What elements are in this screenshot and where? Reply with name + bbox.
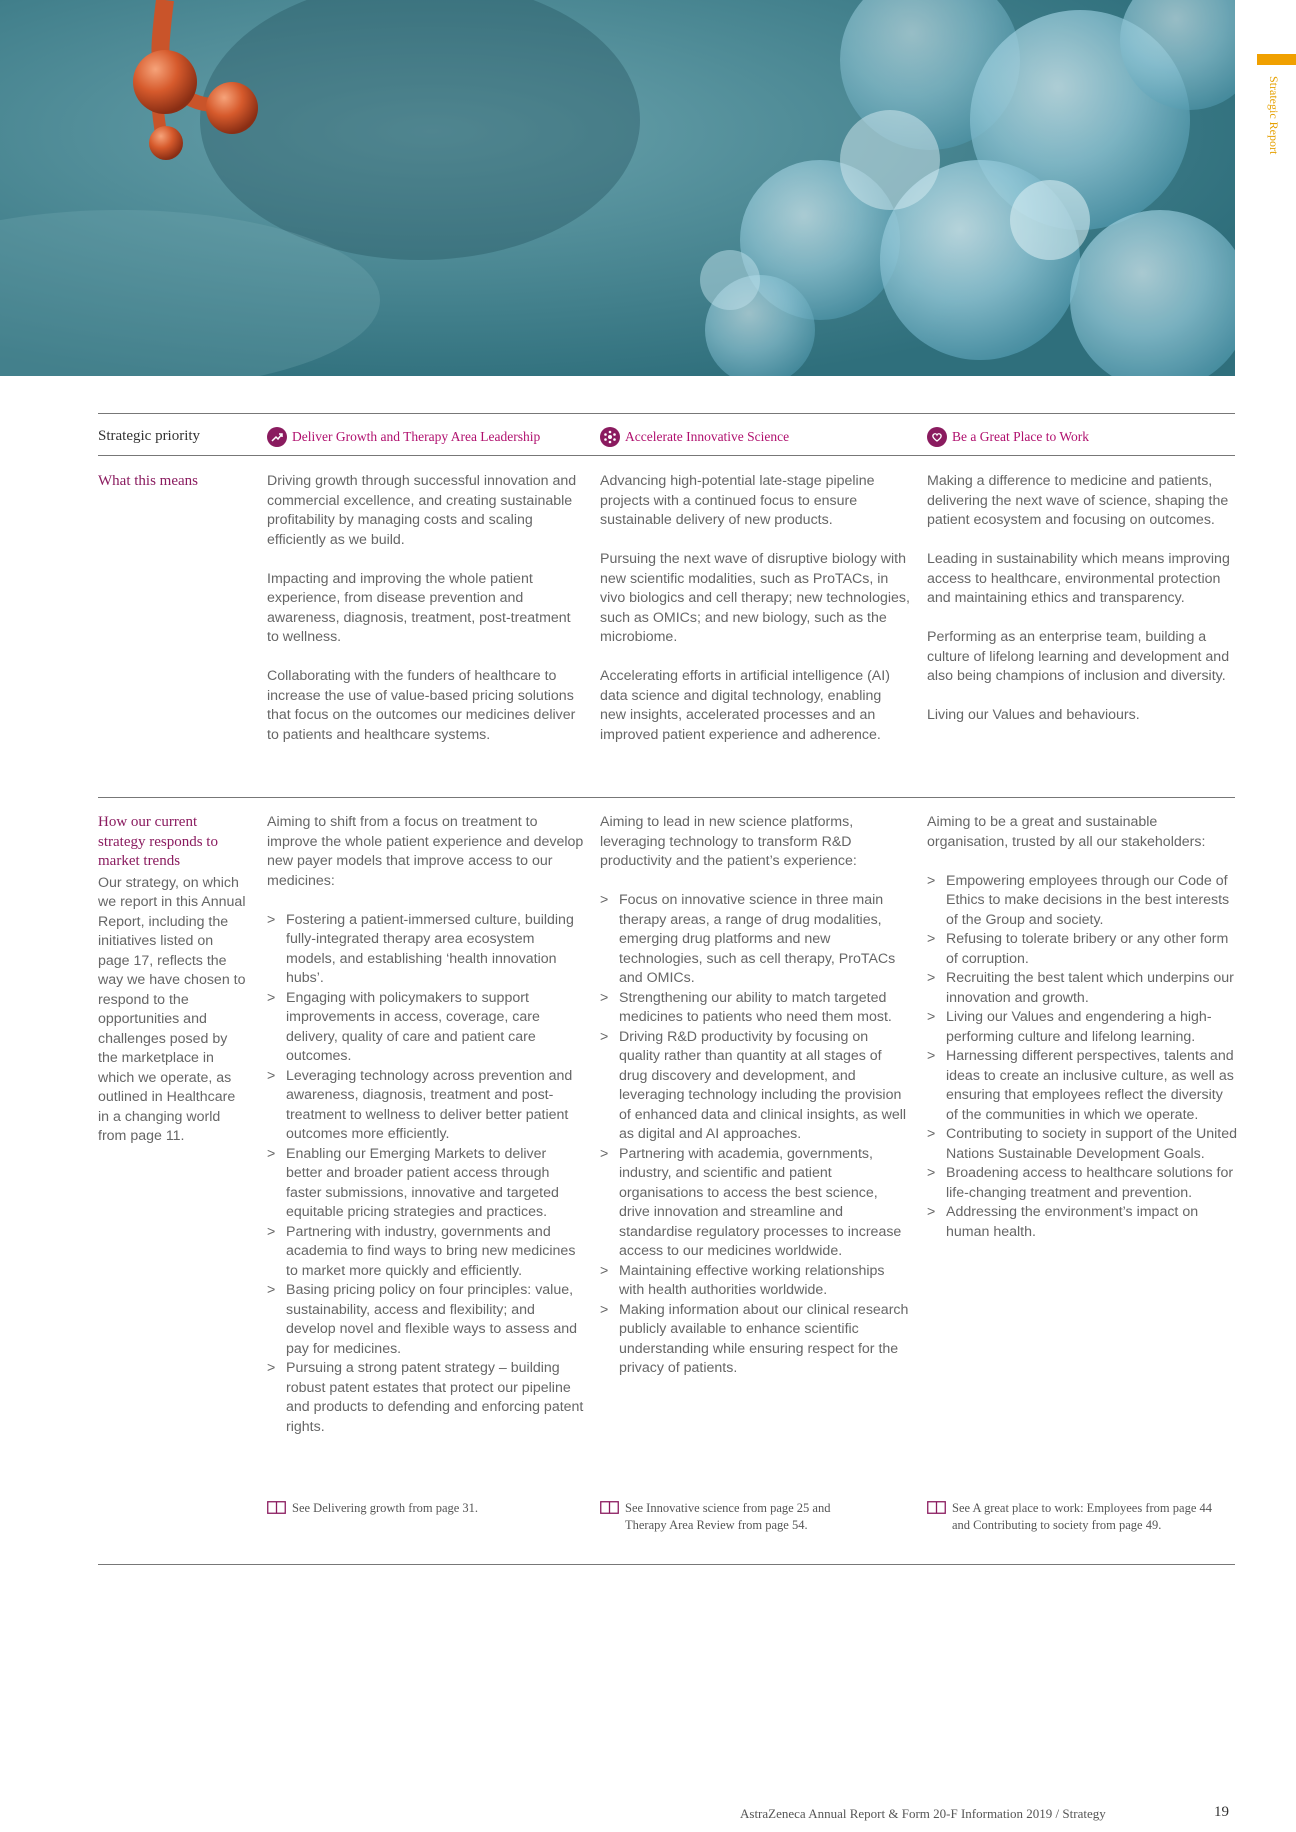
paragraph: Accelerating efforts in artificial intelligence (AI) data science and digital technology, enabling new insights, accelerated processes and an improved patient experience and adherence. — [600, 668, 890, 743]
growth-chart-icon — [267, 427, 287, 447]
priority-science-title: Accelerate Innovative Science — [625, 429, 790, 444]
rule-middle — [98, 797, 1235, 798]
list-item: > Driving R&D productivity by focusing on quality rather than quantity at all stages of drug discovery and development, and leveraging technology including the provision of enhanced data and clinical insights, as well as digital and AI approaches. — [600, 1028, 910, 1145]
list-item: > Making information about our clinical research publicly available to enhance scientific understanding while ensuring respect for the privacy of patients. — [600, 1301, 910, 1379]
book-icon — [267, 1501, 286, 1514]
means-science — [600, 472, 910, 745]
list-item: > Harnessing different perspectives, talents and ideas to create an inclusive culture, as well as ensuring that employees reflect the diversity of the communities in which we operate. — [927, 1047, 1237, 1125]
note-growth[interactable] — [267, 1500, 567, 1517]
paragraph: Making a difference to medicine and patients, delivering the next wave of science, shaping the patient ecosystem and focusing on outcomes. — [927, 473, 1229, 528]
respond-body: Our strategy, on which we report in this Annual Report, including the initiatives listed on page 17, reflects the way we have chosen to respond to the opportunities and challenges posed by the marketplace in which we operate, as outlined in Healthcare in a changing world from page 11. — [98, 874, 246, 1144]
paragraph: Impacting and improving the whole patient experience, from disease prevention and awareness, diagnosis, treatment, post-treatment to wellness. — [267, 570, 571, 645]
paragraph: Leading in sustainability which means improving access to healthcare, environmental protection and maintaining ethics and transparency. — [927, 551, 1230, 606]
note-text: See Delivering growth from page 31. — [292, 1501, 479, 1515]
book-icon — [927, 1501, 946, 1514]
molecule-icon — [600, 427, 620, 447]
paragraph: Performing as an enterprise team, building a culture of lifelong learning and development and also being champions of inclusion and diversity. — [927, 629, 1230, 684]
list-item: > Maintaining effective working relationships with health authorities worldwide. — [600, 1262, 910, 1301]
list-item: > Addressing the environment’s impact on human health. — [927, 1203, 1237, 1242]
list-item: > Empowering employees through our Code of Ethics to make decisions in the best interests of the Group and society. — [927, 872, 1237, 931]
priority-workplace-title: Be a Great Place to Work — [952, 429, 1089, 444]
note-text: See A great place to work: Employees from page 44 and Contributing to society from page 49. — [952, 1501, 1212, 1532]
section-marker — [1257, 54, 1296, 65]
what-this-means-label: What this means — [98, 473, 198, 489]
bullet-list — [267, 911, 585, 1438]
priority-growth-title: Deliver Growth and Therapy Area Leadership — [292, 429, 541, 444]
respond-label-block — [98, 813, 248, 1147]
list-item: > Fostering a patient-immersed culture, building fully-integrated therapy area ecosystem models, and establishing ‘health innovation hubs’. — [267, 911, 585, 989]
book-icon — [600, 1501, 619, 1514]
list-item: > Living our Values and engendering a high-performing culture and lifelong learning. — [927, 1008, 1237, 1047]
rule-header — [98, 455, 1235, 456]
respond-growth — [267, 813, 585, 1437]
note-workplace[interactable] — [927, 1500, 1227, 1534]
paragraph: Driving growth through successful innovation and commercial excellence, and creating sustainable profitability by managing costs and scaling efficiently as we build. — [267, 473, 577, 548]
list-item: > Strengthening our ability to match targeted medicines to patients who need them most. — [600, 989, 910, 1028]
list-item: > Broadening access to healthcare solutions for life-changing treatment and prevention. — [927, 1164, 1237, 1203]
list-item: > Partnering with academia, governments, industry, and scientific and patient organisations to access the best science, drive innovation and streamline and standardise regulatory processes to increase access to our medicines worldwide. — [600, 1145, 910, 1262]
note-science[interactable] — [600, 1500, 870, 1534]
note-text: See Innovative science from page 25 and Therapy Area Review from page 54. — [625, 1501, 831, 1532]
section-label: Strategic Report — [1267, 76, 1281, 155]
paragraph: Advancing high-potential late-stage pipeline projects with a continued focus to ensure sustainable delivery of new products. — [600, 473, 875, 528]
list-item: > Recruiting the best talent which underpins our innovation and growth. — [927, 969, 1237, 1008]
paragraph: Pursuing the next wave of disruptive biology with new scientific modalities, such as ProTACs, in vivo biologics and cell therapy; new technologies, such as OMICs; and new biology, such as the microbiome. — [600, 551, 910, 645]
footer-text: AstraZeneca Annual Report & Form 20-F Information 2019 / Strategy — [740, 1806, 1106, 1821]
respond-science — [600, 813, 910, 1379]
priority-science — [600, 427, 910, 447]
means-workplace — [927, 472, 1237, 726]
page-number: 19 — [1214, 1804, 1229, 1820]
respond-workplace — [927, 813, 1237, 1242]
means-growth — [267, 472, 585, 745]
strategic-priority-label: Strategic priority — [98, 428, 201, 444]
list-item: > Partnering with industry, governments and academia to find ways to bring new medicines to market more quickly and efficiently. — [267, 1223, 585, 1282]
respond-label: How our current strategy responds to market trends — [98, 814, 218, 869]
list-item: > Pursuing a strong patent strategy – building robust patent estates that protect our pipeline and products to defending and enforcing patent rights. — [267, 1359, 585, 1437]
heart-hands-icon — [927, 427, 947, 447]
intro: Aiming to lead in new science platforms, leveraging technology to transform R&D productivity and the patient’s experience: — [600, 814, 857, 869]
list-item: > Basing pricing policy on four principles: value, sustainability, access and flexibility; and develop novel and flexible ways to assess and pay for medicines. — [267, 1281, 585, 1359]
rule-top — [98, 413, 1235, 414]
paragraph: Collaborating with the funders of healthcare to increase the use of value-based pricing solutions that focus on the outcomes our medicines deliver to patients and healthcare systems. — [267, 668, 576, 743]
paragraph: Living our Values and behaviours. — [927, 707, 1140, 723]
bullet-list — [927, 872, 1237, 1243]
list-item: > Refusing to tolerate bribery or any other form of corruption. — [927, 930, 1237, 969]
list-item: > Contributing to society in support of the United Nations Sustainable Development Goals. — [927, 1125, 1237, 1164]
hero-image — [0, 0, 1235, 376]
bullet-list — [600, 891, 910, 1379]
priority-growth — [267, 427, 585, 447]
list-item: > Engaging with policymakers to support improvements in access, coverage, care delivery, quality of care and patient care outcomes. — [267, 989, 585, 1067]
priority-workplace — [927, 427, 1237, 447]
rule-bottom — [98, 1564, 1235, 1565]
list-item: > Focus on innovative science in three main therapy areas, a range of drug modalities, emerging drug platforms and new technologies, such as cell therapy, ProTACs and OMICs. — [600, 891, 910, 989]
intro: Aiming to shift from a focus on treatment to improve the whole patient experience and develop new payer models that improve access to our medicines: — [267, 814, 584, 889]
list-item: > Enabling our Emerging Markets to deliver better and broader patient access through faster submissions, innovative and targeted equitable pricing strategies and practices. — [267, 1145, 585, 1223]
intro: Aiming to be a great and sustainable organisation, trusted by all our stakeholders: — [927, 814, 1206, 850]
list-item: > Leveraging technology across prevention and awareness, diagnosis, treatment and post-treatment to wellness to deliver better patient outcomes more efficiently. — [267, 1067, 585, 1145]
